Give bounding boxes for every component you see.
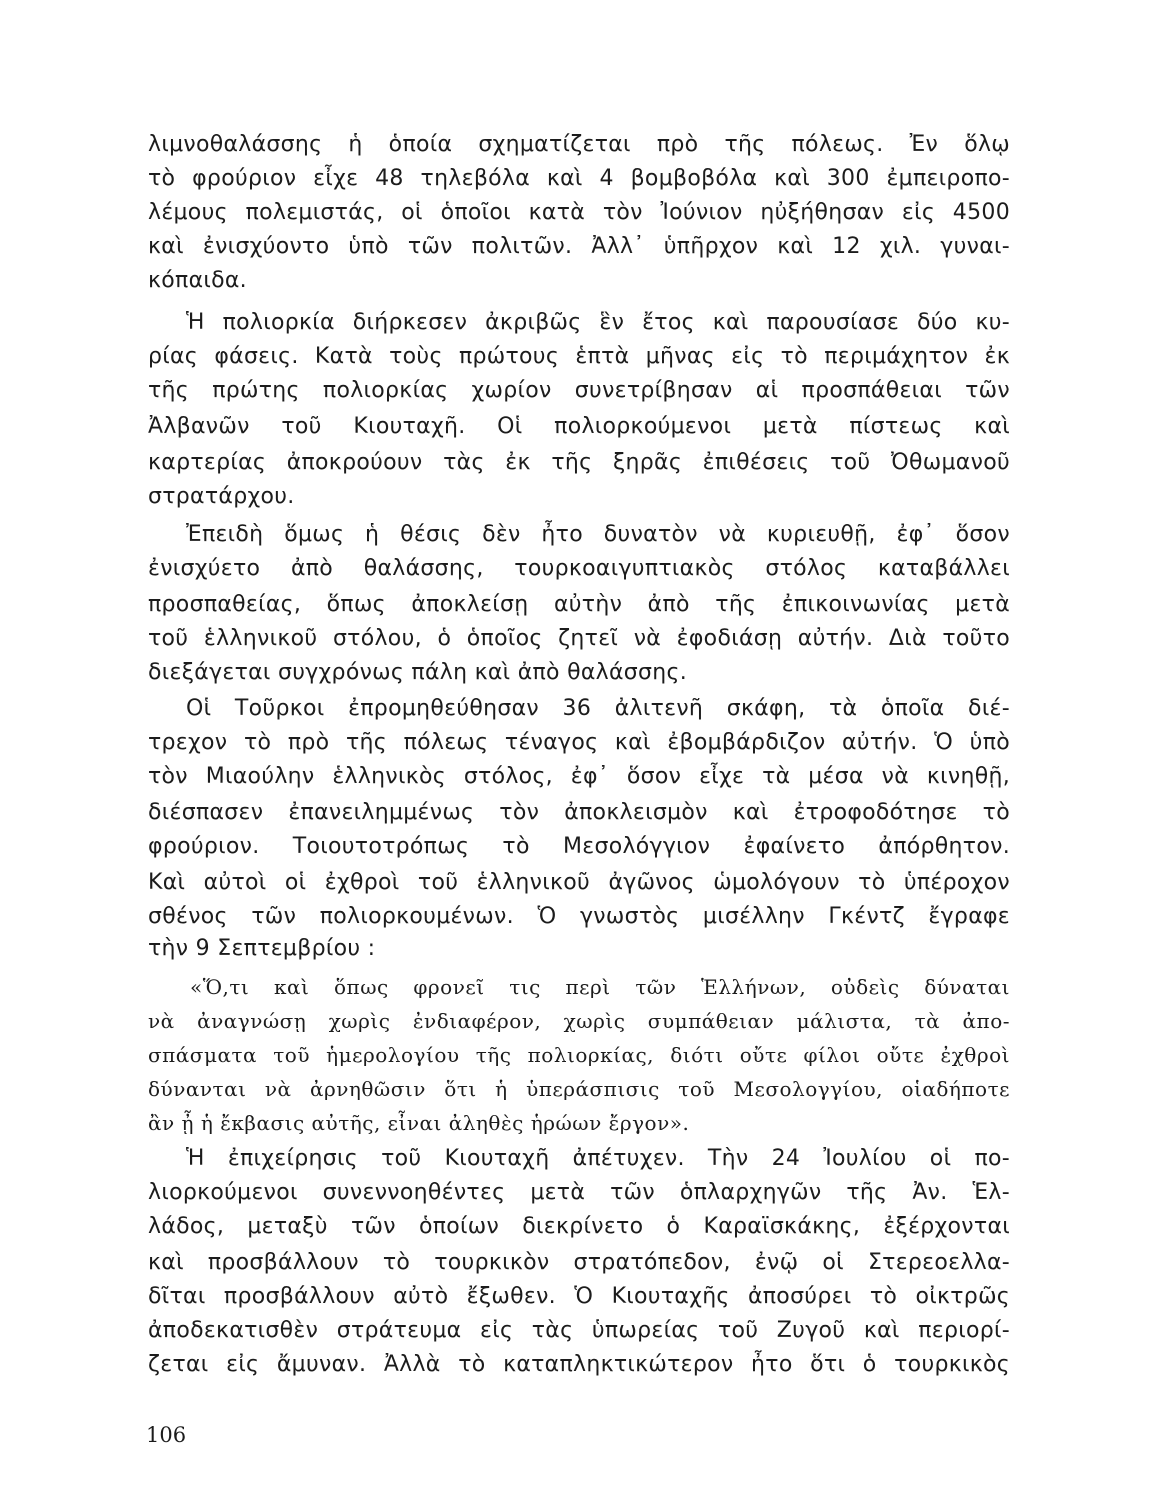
quote-line: «Ὅ,τι καὶ ὅπως φρονεῖ τις περὶ τῶν Ἑλλήνων, οὐδεὶς δύναται [190, 975, 1010, 999]
text-line: φρούριον. Τοιουτοτρόπως τὸ Μεσολόγγιον ἐφαίνετο ἀπόρθητον. [148, 834, 1010, 859]
text-line: τὴν 9 Σεπτεμβρίου : [148, 936, 376, 961]
text-line: διεξάγεται συγχρόνως πάλη καὶ ἀπὸ θαλάσσης. [148, 660, 688, 685]
text-line: τὸ φρούριον εἶχε 48 τηλεβόλα καὶ 4 βομβοβόλα καὶ 300 ἐμπειροπο- [148, 166, 1010, 191]
text-line: ἀποδεκατισθὲν στράτευμα εἰς τὰς ὑπωρείας τοῦ Ζυγοῦ καὶ περιορί- [148, 1318, 1010, 1343]
quote-line: ἂν ᾖ ἡ ἔκβασις αὐτῆς, εἶναι ἀληθὲς ἡρώων ἔργον». [148, 1111, 690, 1135]
text-line: λιμνοθαλάσσης ἡ ὁποία σχηματίζεται πρὸ τῆς πόλεως. Ἐν ὅλῳ [148, 132, 1010, 157]
text-line: Ἀλβανῶν τοῦ Κιουταχῆ. Οἱ πολιορκούμενοι μετὰ πίστεως καὶ [148, 414, 1010, 439]
text-line: προσπαθείας, ὅπως ἀποκλείσῃ αὐτὴν ἀπὸ τῆς ἐπικοινωνίας μετὰ [148, 592, 1010, 617]
text-line: ρίας φάσεις. Κατὰ τοὺς πρώτους ἑπτὰ μῆνας εἰς τὸ περιμάχητον ἐκ [148, 344, 1010, 369]
text-line: καὶ ἐνισχύοντο ὑπὸ τῶν πολιτῶν. Ἀλλ᾽ ὑπῆρχον καὶ 12 χιλ. γυναι- [148, 234, 1010, 259]
text-line: λάδος, μεταξὺ τῶν ὁποίων διεκρίνετο ὁ Καραϊσκάκης, ἐξέρχονται [148, 1214, 1010, 1239]
text-line: κόπαιδα. [148, 268, 247, 293]
text-line: Ἐπειδὴ ὅμως ἡ θέσις δὲν ἦτο δυνατὸν νὰ κυριευθῇ, ἐφ᾽ ὅσον [186, 522, 1010, 547]
quote-line: σπάσματα τοῦ ἡμερολογίου τῆς πολιορκίας, διότι οὔτε φίλοι οὔτε ἐχθροὶ [148, 1043, 1010, 1067]
text-line: Ἡ ἐπιχείρησις τοῦ Κιουταχῆ ἀπέτυχεν. Τὴν 24 Ἰουλίου οἱ πο- [186, 1146, 1010, 1171]
text-line: λέμους πολεμιστάς, οἱ ὁποῖοι κατὰ τὸν Ἰούνιον ηὐξήθησαν εἰς 4500 [148, 200, 1010, 225]
text-line: Καὶ αὐτοὶ οἱ ἐχθροὶ τοῦ ἑλληνικοῦ ἀγῶνος ὡμολόγουν τὸ ὑπέροχον [148, 870, 1010, 895]
text-line: δῖται προσβάλλουν αὐτὸ ἔξωθεν. Ὁ Κιουταχῆς ἀποσύρει τὸ οἰκτρῶς [148, 1284, 1010, 1309]
text-line: τῆς πρώτης πολιορκίας χωρίον συνετρίβησαν αἱ προσπάθειαι τῶν [148, 378, 1010, 403]
text-line: Οἱ Τοῦρκοι ἐπρομηθεύθησαν 36 ἀλιτενῆ σκάφη, τὰ ὁποῖα διέ- [186, 696, 1010, 721]
quote-line: δύνανται νὰ ἀρνηθῶσιν ὅτι ἡ ὑπεράσπισις τοῦ Μεσολογγίου, οἱαδήποτε [148, 1077, 1010, 1101]
text-line: καρτερίας ἀποκρούουν τὰς ἐκ τῆς ξηρᾶς ἐπιθέσεις τοῦ Ὀθωμανοῦ [148, 450, 1010, 475]
text-line: τοῦ ἑλληνικοῦ στόλου, ὁ ὁποῖος ζητεῖ νὰ ἐφοδιάσῃ αὐτήν. Διὰ τοῦτο [148, 626, 1010, 651]
text-line: Ἡ πολιορκία διήρκεσεν ἀκριβῶς ἓν ἔτος καὶ παρουσίασε δύο κυ- [186, 310, 1010, 335]
text-line: στρατάρχου. [148, 484, 295, 509]
text-line: καὶ προσβάλλουν τὸ τουρκικὸν στρατόπεδον, ἐνῷ οἱ Στερεοελλα- [148, 1250, 1010, 1275]
text-line: σθένος τῶν πολιορκουμένων. Ὁ γνωστὸς μισέλλην Γκέντζ ἔγραφε [148, 904, 1010, 929]
text-line: ἐνισχύετο ἀπὸ θαλάσσης, τουρκοαιγυπτιακὸς στόλος καταβάλλει [148, 556, 1010, 581]
page-number: 106 [146, 1423, 187, 1447]
text-line: τρεχον τὸ πρὸ τῆς πόλεως τέναγος καὶ ἐβομβάρδιζον αὐτήν. Ὁ ὑπὸ [148, 730, 1010, 755]
text-line: τὸν Μιαούλην ἑλληνικὸς στόλος, ἐφ᾽ ὅσον εἶχε τὰ μέσα νὰ κινηθῇ, [148, 764, 1010, 789]
text-line: ζεται εἰς ἄμυναν. Ἀλλὰ τὸ καταπληκτικώτερον ἦτο ὅτι ὁ τουρκικὸς [148, 1352, 1010, 1377]
text-line: λιορκούμενοι συνεννοηθέντες μετὰ τῶν ὁπλαρχηγῶν τῆς Ἀν. Ἑλ- [148, 1180, 1010, 1205]
quote-line: νὰ ἀναγνώσῃ χωρὶς ἐνδιαφέρον, χωρὶς συμπάθειαν μάλιστα, τὰ ἀπο- [148, 1009, 1010, 1033]
text-line: διέσπασεν ἐπανειλημμένως τὸν ἀποκλεισμὸν καὶ ἐτροφοδότησε τὸ [148, 800, 1010, 825]
